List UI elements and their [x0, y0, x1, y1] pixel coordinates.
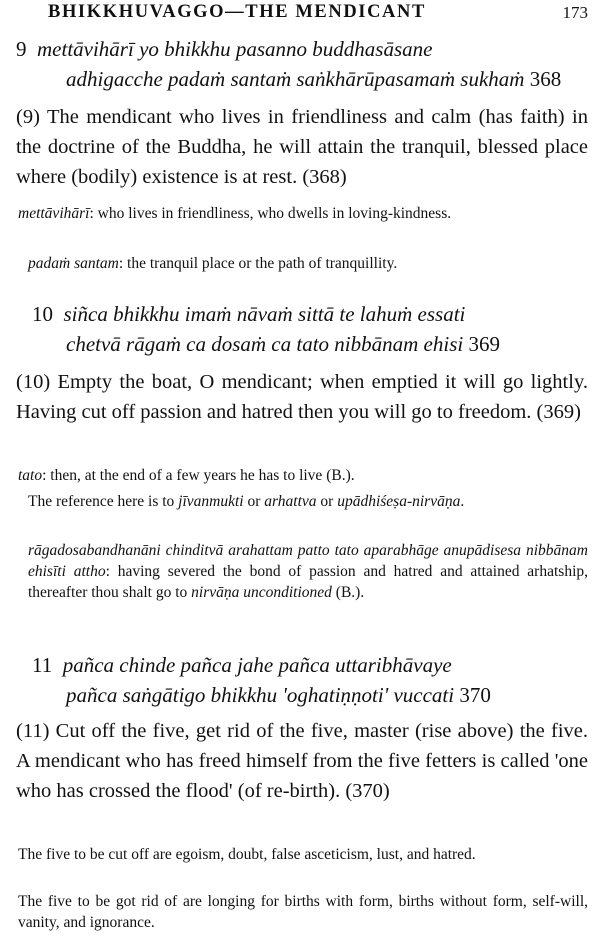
verse-10-note-3 — [0, 540, 600, 603]
verse-11-note-1: The five to be cut off are egoism, doubt, false asceticism, lust, and hatred. — [18, 846, 476, 863]
verse-9-pali — [0, 34, 600, 94]
verse-11-number: 11 — [32, 653, 53, 677]
verse-10-line-2 — [0, 329, 600, 359]
verse-10-ref: 369 — [468, 332, 500, 356]
verse-10-pali-line-1: siñca bhikkhu imaṁ nāvaṁ sittā te lahuṁ essati — [63, 302, 466, 326]
verse-11-pali-line-1: pañca chinde pañca jahe pañca uttaribhāvaye — [62, 653, 452, 677]
note-text: . — [460, 493, 465, 510]
note-term: padaṁ santam — [28, 255, 119, 272]
note-term: tato — [18, 467, 43, 484]
verse-11-pali-line-2: pañca saṅgātigo bhikkhu 'oghatiṇṇoti' vuccati — [66, 683, 455, 707]
verse-11-pali — [0, 650, 600, 710]
verse-11-translation: (11) Cut off the five, get rid of the five, master (rise above) the five. A mendicant who has freed himself from the five fetters is called 'one who has crossed the flood' (of re-birth). (370) — [16, 720, 588, 802]
note-text: : who lives in friendliness, who dwells in loving-kindness. — [89, 205, 452, 222]
verse-11-line-1 — [0, 650, 600, 680]
note-term: rāgadosabandhanāni chinditvā arahattam patto tato aparabhāge anupādisesa nibbānam ehisīti attho — [28, 542, 588, 580]
verse-11-note-2: The five to be got rid of are longing for births with form, births without form, self-will, vanity, and ignorance. — [18, 893, 588, 931]
note-text: or — [316, 493, 338, 510]
page-header — [48, 2, 588, 28]
verse-10-note-1 — [0, 465, 600, 486]
verse-9-note-2 — [0, 253, 600, 274]
verse-10-translation: (10) Empty the boat, O mendicant; when emptied it will go lightly. Having cut off passion and hatred then you will go to freedom. (369) — [16, 371, 588, 423]
verse-9-note-1 — [0, 203, 600, 224]
verse-9-pali-line-1: mettāvihārī yo bhikkhu pasanno buddhasāsane — [37, 37, 433, 61]
note-text: : having severed the bond of passion and hatred and attained arhatship, thereafter thou shalt go to — [28, 563, 588, 601]
note-text: : then, at the end of a few years he has to live (B.). — [42, 467, 355, 484]
verse-10-pali-line-2: chetvā rāgaṁ ca dosaṁ ca tato nibbānam ehisi — [66, 332, 464, 356]
verse-9-line-1 — [0, 34, 600, 64]
verse-9-pali-line-2: adhigacche padaṁ santaṁ saṅkhārūpasamaṁ sukhaṁ — [66, 67, 525, 91]
page-number: 173 — [562, 3, 588, 22]
verse-10-number: 10 — [32, 302, 53, 326]
verse-10-line-1 — [0, 299, 600, 329]
running-title: BHIKKHUVAGGO—THE MENDICANT — [48, 2, 426, 22]
note-text: : the tranquil place or the path of tranquillity. — [118, 255, 398, 272]
note-text: or — [243, 493, 265, 510]
note-term: mettāvihārī — [18, 205, 90, 222]
verse-11-line-2 — [0, 680, 600, 710]
note-text: (B.). — [331, 584, 365, 601]
verse-9-number: 9 — [16, 37, 27, 61]
verse-9-translation: (9) The mendicant who lives in friendliness and calm (has faith) in the doctrine of the Buddha, he will attain the tranquil, blessed place where (bodily) existence is at rest. (368) — [16, 106, 588, 188]
note-term: nirvāṇa unconditioned — [191, 584, 332, 601]
note-term: upādhiśeṣa-nirvāṇa — [337, 493, 461, 510]
verse-10-note-2 — [0, 491, 600, 512]
verse-9-line-2 — [0, 64, 600, 94]
note-text: The reference here is to — [28, 493, 179, 510]
verse-9-ref: 368 — [529, 67, 562, 91]
verse-11-ref: 370 — [459, 683, 491, 707]
note-term: jīvanmukti — [178, 493, 244, 510]
verse-10-pali — [0, 299, 600, 359]
note-term: arhattva — [264, 493, 317, 510]
